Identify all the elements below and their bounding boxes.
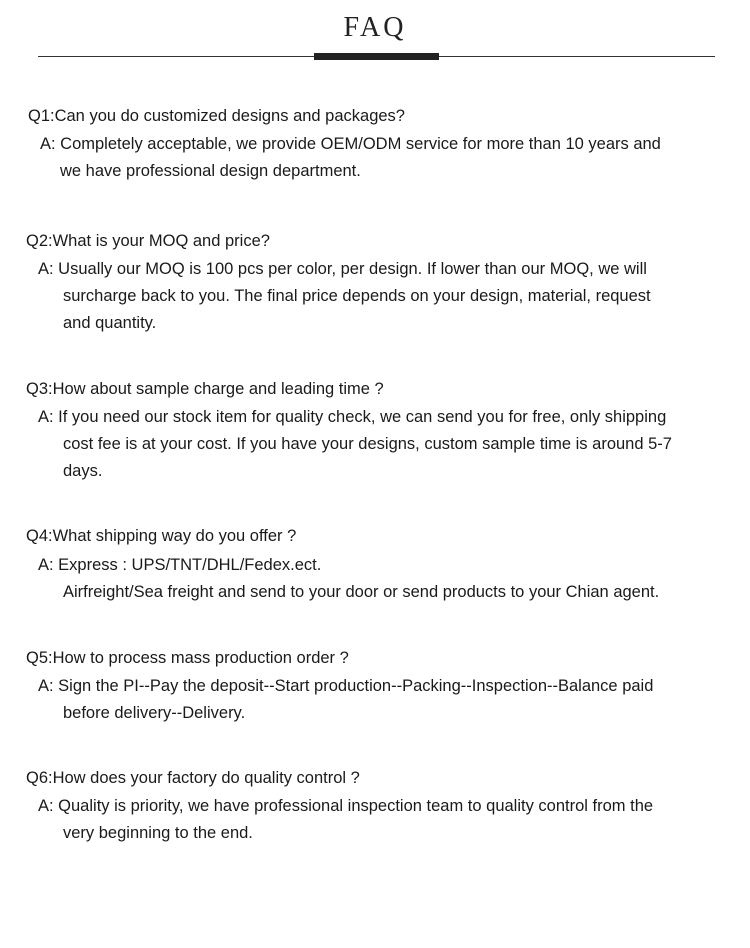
faq-answer-line: A: If you need our stock item for quality check, we can send you for free, only shipping [38,408,667,426]
faq-question: Q6:How does your factory do quality control ? [26,769,360,787]
faq-answer-line: Airfreight/Sea freight and send to your door or send products to your Chian agent. [63,583,660,601]
faq-question: Q4:What shipping way do you offer ? [26,527,297,545]
faq-answer-line: A: Express : UPS/TNT/DHL/Fedex.ect. [38,556,322,574]
faq-answer [38,673,653,727]
faq-header [0,0,750,70]
faq-answer [40,131,661,185]
page-title: FAQ [343,12,407,43]
faq-answer-line: days. [63,462,103,480]
faq-question: Q5:How to process mass production order ? [26,649,349,667]
faq-answer-line: surcharge back to you. The final price depends on your design, material, request [63,287,651,305]
faq-answer-line: A: Completely acceptable, we provide OEM/ODM service for more than 10 years and [40,135,661,153]
faq-answer-line: A: Sign the PI--Pay the deposit--Start production--Packing--Inspection--Balance paid [38,677,654,695]
faq-question: Q2:What is your MOQ and price? [26,232,270,250]
faq-answer-line: and quantity. [63,314,157,332]
faq-answer-line: A: Usually our MOQ is 100 pcs per color, per design. If lower than our MOQ, we will [38,260,647,278]
faq-answer [38,404,672,485]
faq-answer-line: we have professional design department. [60,162,361,180]
faq-answer-line: A: Quality is priority, we have professional inspection team to quality control from the [38,797,654,815]
faq-answer-line: very beginning to the end. [63,824,253,842]
faq-question: Q1:Can you do customized designs and packages? [28,107,405,125]
faq-answer [38,793,653,847]
title-underline-bar [314,53,439,60]
faq-question: Q3:How about sample charge and leading time ? [26,380,384,398]
faq-answer [38,256,651,337]
faq-answer-line: before delivery--Delivery. [63,704,246,722]
faq-answer-line: cost fee is at your cost. If you have your designs, custom sample time is around 5-7 [63,435,672,453]
faq-answer [38,552,659,606]
